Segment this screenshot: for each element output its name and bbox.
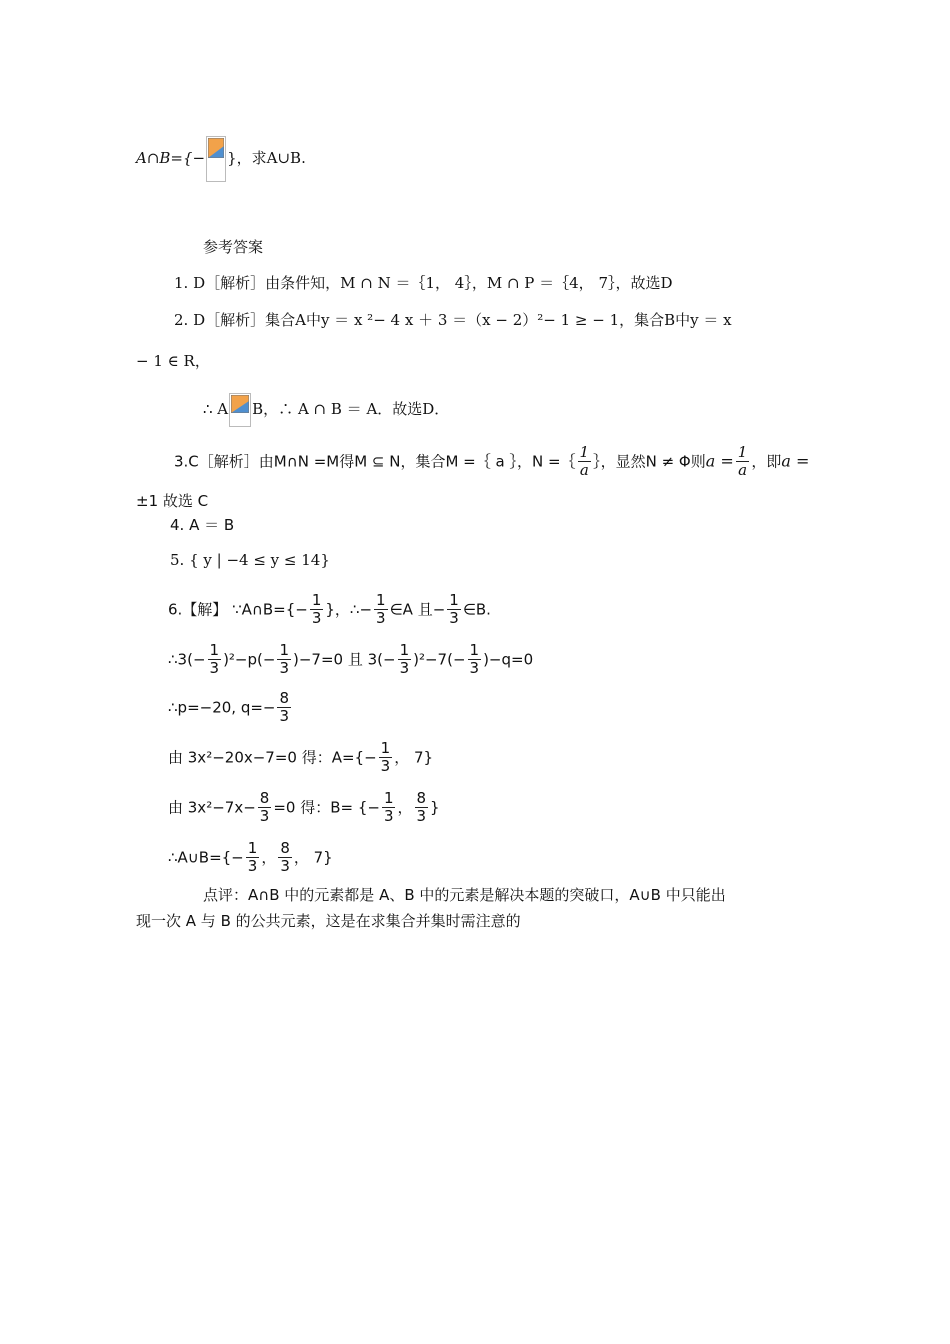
fraction-one-third — [447, 592, 461, 628]
fraction-denominator: 3 — [416, 807, 427, 826]
fraction-denominator: 3 — [280, 857, 290, 876]
answer-6-line-3 — [168, 690, 293, 726]
fraction-one-third — [246, 840, 260, 876]
fraction-numerator: 1 — [579, 443, 590, 461]
fraction-denominator: 3 — [259, 807, 270, 826]
fraction-denominator: a — [579, 461, 589, 480]
answer-5: 5. { y | −4 ≤ y ≤ 14} — [170, 551, 330, 569]
a6-l1-b: }，∴− — [325, 600, 373, 619]
broken-image-icon — [229, 393, 251, 427]
answer-2-line-3 — [203, 393, 449, 427]
answer-2-line-3-post: B，∴ A ∩ B ＝ A．故选D． — [252, 400, 450, 418]
a6-l5-a: 由 3x²−7x− — [168, 798, 256, 817]
answer-3-line-2: ±1 故选 C — [136, 492, 209, 510]
fraction-denominator: 3 — [279, 659, 289, 678]
fraction-denominator: 3 — [209, 659, 220, 678]
fraction-denominator: 3 — [247, 857, 258, 876]
fraction-numerator: 1 — [737, 443, 748, 461]
answer-6-line-5 — [168, 790, 440, 826]
a6-l2-d: )²−7(− — [413, 650, 466, 669]
fraction-denominator: a — [738, 461, 748, 480]
a6-l5-d: } — [430, 798, 440, 817]
fraction-numerator: 8 — [279, 689, 290, 707]
fraction-one-third — [208, 642, 222, 678]
answer-3-text-1: 3.C［解析］由M∩N =M得M ⊆ N，集合M =｛ a ｝，N =｛ — [174, 452, 576, 471]
fraction-numerator: 1 — [449, 591, 459, 609]
fraction-numerator: 1 — [383, 789, 394, 807]
answer-3-text-3: ，即 — [751, 452, 782, 471]
a6-l2-e: )−q=0 — [483, 650, 534, 669]
fraction-denominator: 3 — [399, 659, 410, 678]
fraction-one-third — [382, 790, 396, 826]
fraction-numerator: 8 — [259, 789, 270, 807]
a-equals: a = — [705, 451, 734, 471]
problem-tail — [136, 136, 306, 182]
problem-tail-post: }，求A∪B. — [227, 149, 306, 167]
fraction-eight-thirds — [415, 790, 429, 826]
answer-6-line-6 — [168, 840, 333, 876]
fraction-denominator: 3 — [383, 807, 394, 826]
fraction-eight-thirds — [278, 840, 292, 876]
fraction-denominator: 3 — [279, 707, 290, 726]
answer-6-line-4 — [168, 740, 433, 776]
fraction-denominator: 3 — [311, 609, 322, 628]
a6-l5-c: ， — [397, 798, 413, 817]
fraction-numerator: 8 — [416, 789, 427, 807]
fraction-one-third — [310, 592, 324, 628]
fraction-denominator: 3 — [449, 609, 459, 628]
a6-l1-c: ∈A 且− — [389, 600, 446, 619]
answer-3-line-1 — [174, 444, 809, 480]
fraction-numerator: 1 — [469, 641, 480, 659]
a6-l2-a: ∴3(− — [168, 650, 206, 669]
fraction-denominator: 3 — [376, 609, 386, 628]
fraction-numerator: 1 — [380, 739, 391, 757]
note-line-1: 点评：A∩B 中的元素都是 A、B 中的元素是解决本题的突破口，A∪B 中只能出 — [203, 886, 726, 904]
broken-image-icon — [206, 136, 226, 182]
fraction-numerator: 8 — [280, 839, 290, 857]
fraction-1-over-a — [578, 444, 592, 480]
fraction-eight-thirds — [277, 690, 291, 726]
fraction-one-third — [374, 592, 388, 628]
answer-1: 1. D［解析］由条件知，M ∩ N ＝｛1， 4｝，M ∩ P ＝｛4， 7｝，故选D — [174, 274, 673, 292]
note-line-2: 现一次 A 与 B 的公共元素，这是在求集合并集时需注意的 — [136, 912, 521, 930]
fraction-numerator: 1 — [279, 641, 289, 659]
fraction-denominator: 3 — [380, 757, 391, 776]
a6-l6-a: ∴A∪B={− — [168, 848, 244, 867]
fraction-numerator: 1 — [247, 839, 258, 857]
fraction-one-third — [379, 740, 393, 776]
answer-3-text-2: ｝，显然N ≠ Φ则 — [593, 452, 706, 471]
answer-2-line-3-pre: ∴ A — [203, 400, 229, 418]
problem-tail-pre: A∩B={− — [136, 149, 206, 167]
answers-heading: 参考答案 — [203, 238, 264, 256]
fraction-numerator: 1 — [376, 591, 386, 609]
a6-l2-b: )²−p(− — [223, 650, 276, 669]
a6-l5-b: =0 得：B= {− — [273, 798, 380, 817]
a6-l6-b: ， — [261, 848, 277, 867]
answer-4: 4. A ＝ B — [170, 516, 235, 534]
a-equals-2: a = — [781, 451, 810, 471]
fraction-numerator: 1 — [311, 591, 322, 609]
fraction-eight-thirds — [258, 790, 272, 826]
a6-l6-c: ， 7} — [293, 848, 333, 867]
fraction-one-third — [468, 642, 482, 678]
a6-l2-c: )−7=0 且 3(− — [293, 650, 396, 669]
fraction-numerator: 1 — [209, 641, 220, 659]
answer-2-line-2: − 1 ∈ R， — [136, 352, 210, 370]
fraction-denominator: 3 — [469, 659, 480, 678]
a6-l1-d: ∈B. — [462, 600, 491, 619]
fraction-one-third — [398, 642, 412, 678]
a6-l3-a: ∴p=−20, q=− — [168, 698, 276, 717]
fraction-numerator: 1 — [399, 641, 410, 659]
a6-l4-a: 由 3x²−20x−7=0 得：A={− — [168, 748, 377, 767]
fraction-2-over-a — [736, 444, 750, 480]
a6-l1-a: 6.【解】 ∵A∩B={− — [168, 600, 308, 619]
fraction-one-third — [277, 642, 291, 678]
answer-6-line-1 — [168, 592, 491, 628]
a6-l4-b: ， 7} — [394, 748, 434, 767]
answer-6-line-2 — [168, 642, 533, 678]
answer-2-line-1: 2. D［解析］集合A中y ＝ x ²− 4 x ＋ 3 ＝（x − 2）²− 1 ≥ − 1，集合B中y ＝ x — [174, 311, 732, 329]
